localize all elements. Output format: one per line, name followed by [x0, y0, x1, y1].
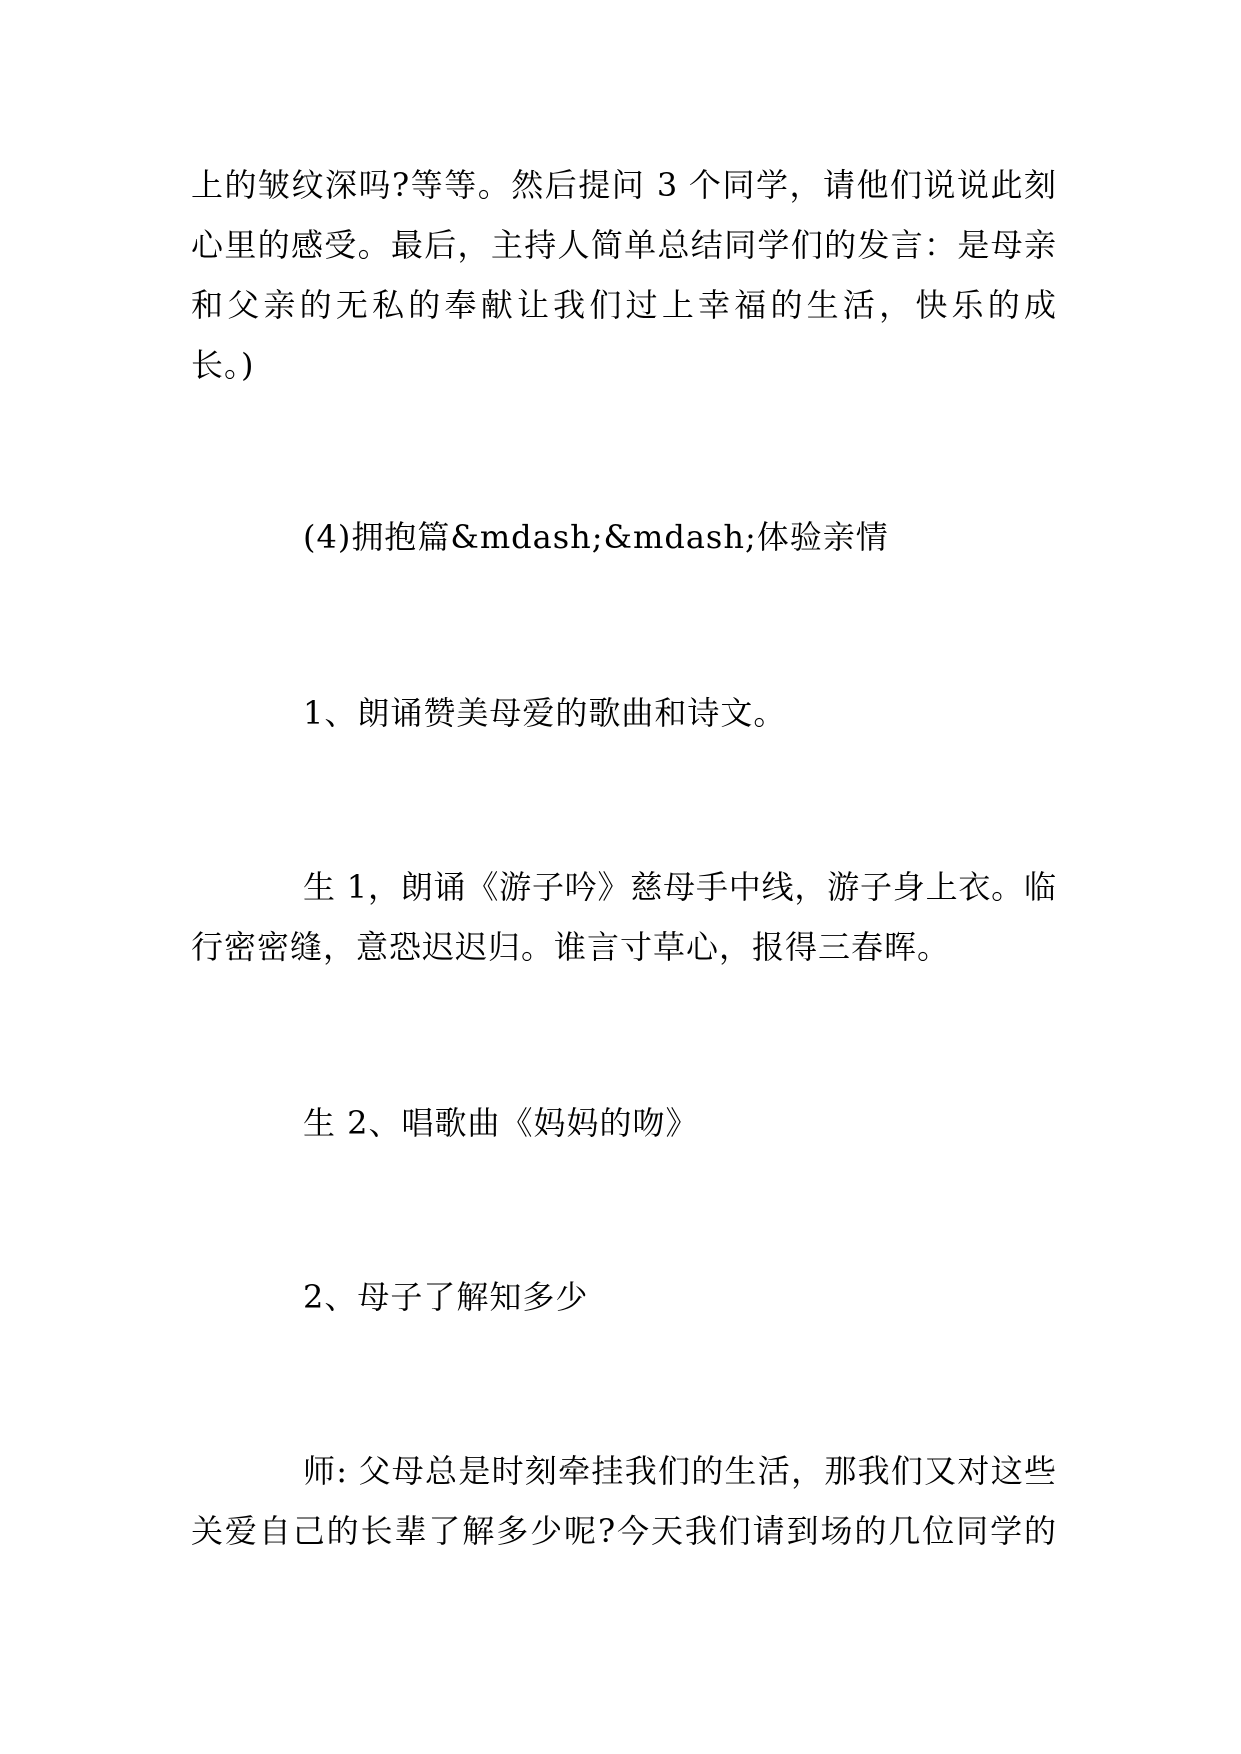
text-line: 和父亲的无私的奉献让我们过上幸福的生活，快乐的成: [191, 286, 1056, 324]
text-line: 关爱自己的长辈了解多少呢?今天我们请到场的几位同学的: [191, 1512, 1056, 1550]
text-line: 上的皱纹深吗?等等。然后提问 3 个同学，请他们说说此刻: [191, 166, 1056, 204]
text-line: 心里的感受。最后，主持人简单总结同学们的发言：是母亲: [191, 226, 1056, 264]
section-heading: [191, 507, 1056, 567]
paragraph: [191, 1441, 1056, 1561]
paragraph-continuation: [191, 155, 1056, 395]
paragraph: [191, 857, 1056, 977]
paragraph: [191, 1267, 1056, 1327]
paragraph: [191, 683, 1056, 743]
text-line: 2、母子了解知多少: [303, 1278, 589, 1316]
text-line: 行密密缝，意恐迟迟归。谁言寸草心，报得三春晖。: [191, 928, 951, 966]
text-line: (4)拥抱篇&mdash;&mdash;体验亲情: [303, 518, 889, 556]
paragraph: [191, 1093, 1056, 1153]
text-line: 师: 父母总是时刻牵挂我们的生活，那我们又对这些: [303, 1452, 1056, 1490]
text-line: 1、朗诵赞美母爱的歌曲和诗文。: [303, 694, 787, 732]
text-line: 生 1，朗诵《游子吟》慈母手中线，游子身上衣。临: [303, 868, 1056, 906]
text-line: 长。): [191, 346, 255, 384]
text-line: 生 2、唱歌曲《妈妈的吻》: [303, 1104, 699, 1142]
